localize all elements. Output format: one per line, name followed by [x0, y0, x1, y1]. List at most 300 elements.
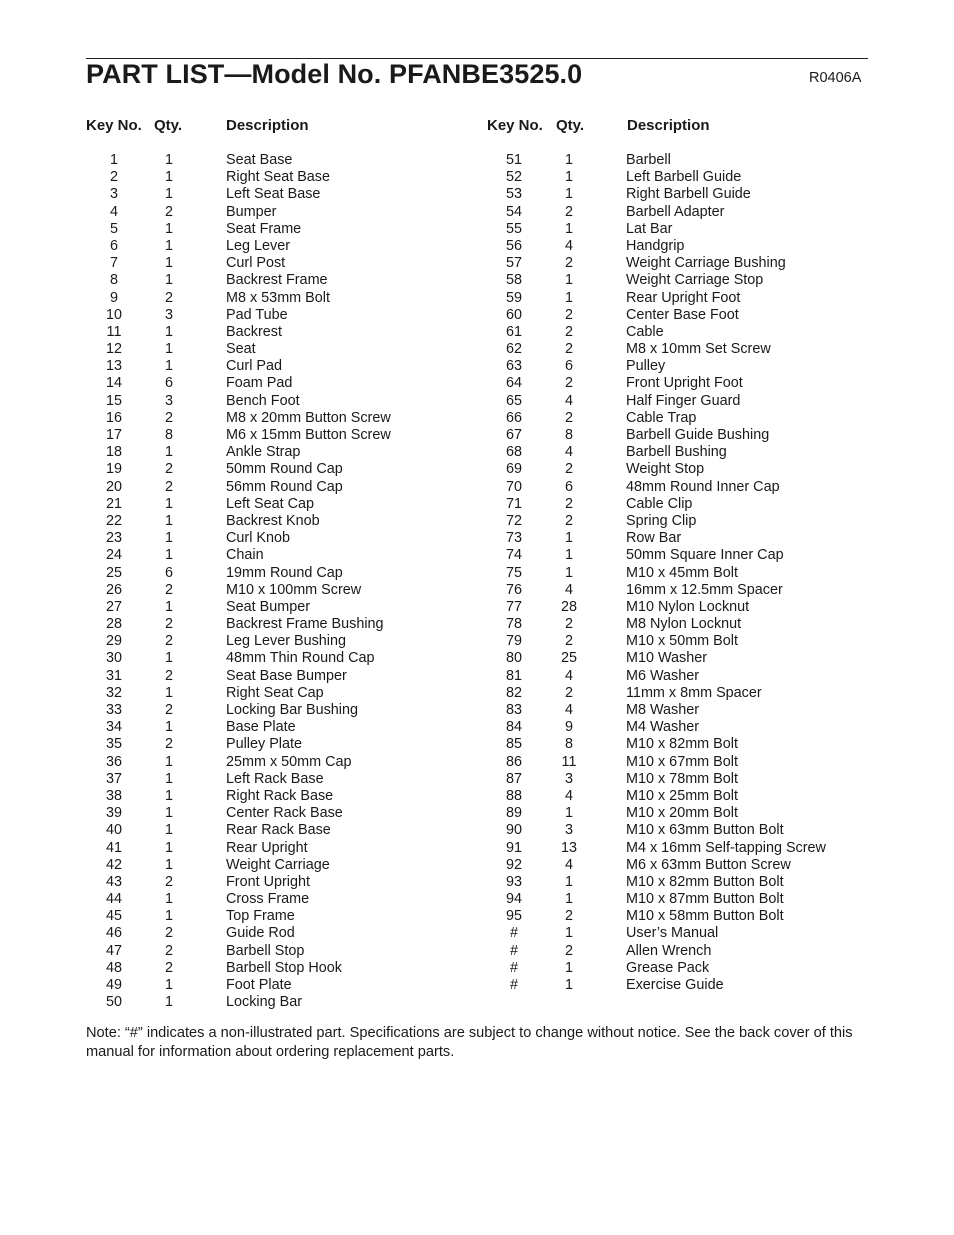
- part-description: Center Rack Base: [226, 805, 343, 822]
- part-quantity: 6: [564, 358, 573, 375]
- part-quantity: 2: [564, 908, 573, 925]
- part-key-number: 21: [105, 495, 122, 512]
- part-key-number: 4: [109, 203, 118, 220]
- part-key-number: 12: [105, 341, 122, 358]
- part-row: [94, 771, 474, 788]
- part-quantity: 2: [164, 942, 173, 959]
- part-key-number: 94: [505, 891, 522, 908]
- part-quantity: 1: [164, 255, 173, 272]
- part-description: 48mm Thin Round Cap: [226, 650, 375, 667]
- part-description: Barbell: [626, 152, 671, 168]
- part-description: Top Frame: [226, 908, 295, 925]
- part-key-number: 81: [505, 667, 522, 684]
- part-row: [94, 599, 474, 616]
- part-key-number: 42: [105, 856, 122, 873]
- part-quantity: 1: [164, 186, 173, 203]
- part-quantity: 8: [564, 427, 573, 443]
- part-quantity: 2: [564, 255, 573, 272]
- part-key-number: 61: [505, 323, 522, 340]
- part-description: Seat Base Bumper: [226, 667, 347, 684]
- part-key-number: 47: [105, 942, 122, 959]
- part-quantity: 1: [564, 169, 573, 186]
- part-row: [494, 152, 874, 169]
- part-quantity: 2: [164, 289, 173, 306]
- part-key-number: 45: [105, 908, 122, 925]
- part-row: [94, 788, 474, 805]
- part-description: 56mm Round Cap: [226, 478, 343, 495]
- part-description: Curl Knob: [226, 530, 290, 547]
- part-quantity: 2: [564, 616, 573, 633]
- part-quantity: 3: [164, 306, 173, 323]
- part-key-number: 24: [105, 547, 122, 564]
- part-key-number: 87: [505, 770, 522, 787]
- part-key-number: 43: [105, 873, 122, 890]
- part-row: [94, 290, 474, 307]
- part-row: [494, 238, 874, 255]
- part-quantity: 1: [564, 220, 573, 237]
- part-quantity: 25: [560, 650, 577, 667]
- part-row: [94, 565, 474, 582]
- part-row: [94, 186, 474, 203]
- part-key-number: 57: [505, 255, 522, 272]
- part-description: Backrest: [226, 323, 282, 340]
- part-row: [94, 736, 474, 753]
- part-quantity: 1: [564, 805, 573, 822]
- part-description: Barbell Stop Hook: [226, 959, 342, 976]
- part-row: [494, 633, 874, 650]
- part-quantity: 2: [164, 736, 173, 753]
- part-row: [494, 307, 874, 324]
- part-row: [494, 496, 874, 513]
- part-description: M4 x 16mm Self-tapping Screw: [626, 839, 826, 856]
- part-quantity: 1: [564, 873, 573, 890]
- part-quantity: 1: [164, 547, 173, 564]
- part-description: Lat Bar: [626, 220, 673, 237]
- part-row: [94, 616, 474, 633]
- part-row: [94, 169, 474, 186]
- part-quantity: 1: [564, 272, 573, 289]
- part-description: M8 x 10mm Set Screw: [626, 341, 771, 358]
- part-key-number: 65: [505, 392, 522, 409]
- part-quantity: 28: [560, 598, 577, 615]
- part-key-number: 64: [505, 375, 522, 392]
- part-key-number: 70: [505, 478, 522, 495]
- part-quantity: 1: [164, 512, 173, 529]
- part-description: Barbell Adapter: [626, 203, 725, 220]
- part-quantity: 1: [564, 925, 573, 942]
- part-row: [494, 754, 874, 771]
- part-key-number: 33: [105, 702, 122, 718]
- part-key-number: #: [509, 925, 518, 942]
- part-row: [94, 925, 474, 942]
- part-key-number: 52: [505, 169, 522, 186]
- part-row: [494, 805, 874, 822]
- part-quantity: 2: [164, 203, 173, 220]
- key-column-header-left: Key No.: [86, 117, 142, 134]
- part-description: 11mm x 8mm Spacer: [626, 684, 762, 701]
- part-description: Spring Clip: [626, 512, 697, 529]
- part-description: M10 x 82mm Bolt: [626, 736, 738, 753]
- part-quantity: 3: [564, 822, 573, 839]
- part-description: 48mm Round Inner Cap: [626, 478, 780, 495]
- part-key-number: 77: [505, 598, 522, 615]
- part-quantity: 1: [164, 805, 173, 822]
- part-key-number: 35: [105, 736, 122, 753]
- part-key-number: 32: [105, 684, 122, 701]
- part-quantity: 2: [564, 375, 573, 392]
- part-quantity: 1: [164, 444, 173, 461]
- part-row: [94, 530, 474, 547]
- part-row: [494, 221, 874, 238]
- part-description: Seat: [226, 341, 256, 358]
- part-description: User’s Manual: [626, 925, 719, 942]
- part-key-number: 73: [505, 530, 522, 547]
- part-quantity: 11: [561, 753, 577, 770]
- parts-list-left: [94, 152, 474, 1011]
- part-row: [494, 358, 874, 375]
- part-row: [94, 324, 474, 341]
- part-key-number: 27: [105, 598, 122, 615]
- part-row: [494, 341, 874, 358]
- part-description: Guide Rod: [226, 925, 295, 942]
- part-quantity: 4: [564, 444, 573, 461]
- part-row: [494, 599, 874, 616]
- part-description: M8 Nylon Locknut: [626, 616, 742, 633]
- part-row: [94, 375, 474, 392]
- part-key-number: 49: [105, 977, 122, 993]
- part-quantity: 2: [564, 323, 573, 340]
- part-row: [494, 186, 874, 203]
- part-description: M6 Washer: [626, 667, 700, 684]
- part-key-number: 15: [105, 392, 122, 409]
- part-description: 19mm Round Cap: [226, 564, 343, 581]
- part-description: Rear Upright Foot: [626, 289, 741, 306]
- part-key-number: 20: [105, 478, 122, 495]
- part-row: [94, 822, 474, 839]
- part-description: Half Finger Guard: [626, 392, 741, 409]
- part-row: [94, 496, 474, 513]
- part-key-number: 71: [505, 495, 522, 512]
- part-quantity: 2: [564, 461, 573, 478]
- part-key-number: 1: [109, 152, 118, 168]
- qty-column-header-left: Qty.: [154, 117, 183, 134]
- part-key-number: 93: [505, 873, 522, 890]
- part-row: [494, 857, 874, 874]
- part-description: M10 x 63mm Button Bolt: [626, 822, 784, 839]
- part-description: Base Plate: [226, 719, 296, 736]
- key-column-header-right: Key No.: [487, 117, 543, 134]
- part-row: [94, 272, 474, 289]
- part-quantity: 2: [164, 633, 173, 650]
- part-row: [94, 393, 474, 410]
- part-quantity: 1: [164, 908, 173, 925]
- part-description: Curl Pad: [226, 358, 282, 375]
- part-row: [94, 547, 474, 564]
- part-description: M10 Nylon Locknut: [626, 598, 750, 615]
- part-row: [94, 754, 474, 771]
- part-row: [94, 891, 474, 908]
- part-key-number: 40: [105, 822, 122, 839]
- part-row: [94, 994, 474, 1011]
- part-description: Weight Stop: [626, 461, 705, 478]
- part-description: M10 Washer: [626, 650, 708, 667]
- part-row: [494, 719, 874, 736]
- part-quantity: 4: [564, 581, 573, 598]
- part-row: [94, 427, 474, 444]
- part-quantity: 2: [164, 581, 173, 598]
- part-description: Cable Clip: [626, 495, 693, 512]
- part-key-number: 53: [505, 186, 522, 203]
- part-row: [494, 874, 874, 891]
- part-row: [494, 771, 874, 788]
- part-key-number: 25: [105, 564, 122, 581]
- part-key-number: 46: [105, 925, 122, 942]
- part-row: [494, 255, 874, 272]
- part-quantity: 4: [564, 237, 573, 254]
- part-row: [94, 479, 474, 496]
- part-quantity: 1: [164, 753, 173, 770]
- part-quantity: 1: [164, 152, 173, 168]
- part-quantity: 6: [564, 478, 573, 495]
- part-description: Backrest Knob: [226, 512, 320, 529]
- part-quantity: 1: [564, 891, 573, 908]
- part-description: Pulley: [626, 358, 666, 375]
- description-column-header-left: Description: [226, 117, 309, 134]
- part-key-number: 37: [105, 770, 122, 787]
- part-row: [94, 513, 474, 530]
- part-row: [94, 152, 474, 169]
- part-description: M10 x 78mm Bolt: [626, 770, 738, 787]
- part-key-number: 91: [505, 839, 522, 856]
- part-row: [494, 565, 874, 582]
- part-key-number: 26: [105, 581, 122, 598]
- part-key-number: 23: [105, 530, 122, 547]
- part-row: [94, 668, 474, 685]
- part-description: Handgrip: [626, 237, 685, 254]
- part-quantity: 1: [564, 959, 573, 976]
- part-key-number: 2: [109, 169, 118, 186]
- part-description: 50mm Square Inner Cap: [626, 547, 784, 564]
- part-key-number: 95: [505, 908, 522, 925]
- part-key-number: 62: [505, 341, 522, 358]
- part-description: Center Base Foot: [626, 306, 739, 323]
- part-description: Right Seat Cap: [226, 684, 324, 701]
- part-quantity: 2: [164, 478, 173, 495]
- part-row: [494, 547, 874, 564]
- part-quantity: 6: [164, 564, 173, 581]
- part-description: Row Bar: [626, 530, 682, 547]
- part-quantity: 1: [164, 856, 173, 873]
- part-quantity: 1: [164, 358, 173, 375]
- part-description: Rear Rack Base: [226, 822, 331, 839]
- part-row: [494, 479, 874, 496]
- part-row: [94, 358, 474, 375]
- part-description: Allen Wrench: [626, 942, 712, 959]
- part-row: [94, 805, 474, 822]
- part-key-number: 92: [505, 856, 522, 873]
- part-key-number: 5: [109, 220, 118, 237]
- part-description: M10 x 100mm Screw: [226, 581, 362, 598]
- part-quantity: 2: [164, 873, 173, 890]
- part-quantity: 1: [164, 787, 173, 804]
- part-key-number: 89: [505, 805, 522, 822]
- part-description: Barbell Bushing: [626, 444, 727, 461]
- part-row: [494, 444, 874, 461]
- part-key-number: 19: [105, 461, 122, 478]
- part-description: Weight Carriage Bushing: [626, 255, 786, 272]
- part-description: Foam Pad: [226, 375, 293, 392]
- part-description: M10 x 87mm Button Bolt: [626, 891, 784, 908]
- part-key-number: #: [509, 977, 518, 993]
- part-quantity: 2: [564, 684, 573, 701]
- part-row: [94, 702, 474, 719]
- part-quantity: 1: [164, 341, 173, 358]
- part-row: [94, 238, 474, 255]
- part-key-number: 39: [105, 805, 122, 822]
- part-quantity: 1: [164, 530, 173, 547]
- part-description: Leg Lever: [226, 237, 291, 254]
- part-row: [494, 685, 874, 702]
- part-description: Cross Frame: [226, 891, 310, 908]
- part-key-number: 38: [105, 787, 122, 804]
- part-quantity: 2: [564, 341, 573, 358]
- part-quantity: 2: [564, 203, 573, 220]
- part-description: Backrest Frame Bushing: [226, 616, 384, 633]
- part-description: Locking Bar Bushing: [226, 702, 358, 718]
- part-quantity: 1: [164, 220, 173, 237]
- part-row: [94, 977, 474, 994]
- part-key-number: 34: [105, 719, 122, 736]
- part-description: Backrest Frame: [226, 272, 328, 289]
- part-quantity: 3: [164, 392, 173, 409]
- part-key-number: 69: [505, 461, 522, 478]
- part-key-number: 66: [505, 409, 522, 426]
- part-row: [494, 822, 874, 839]
- part-key-number: 74: [505, 547, 522, 564]
- part-quantity: 2: [564, 306, 573, 323]
- part-description: Curl Post: [226, 255, 286, 272]
- part-quantity: 1: [164, 822, 173, 839]
- part-quantity: 1: [164, 719, 173, 736]
- part-description: M6 x 63mm Button Screw: [626, 856, 791, 873]
- part-key-number: 68: [505, 444, 522, 461]
- part-row: [494, 427, 874, 444]
- part-description: Left Seat Cap: [226, 495, 315, 512]
- part-quantity: 6: [164, 375, 173, 392]
- part-description: Seat Base: [226, 152, 293, 168]
- part-quantity: 2: [564, 633, 573, 650]
- part-row: [94, 461, 474, 478]
- part-description: M10 x 25mm Bolt: [626, 787, 738, 804]
- part-quantity: 2: [164, 461, 173, 478]
- part-quantity: 1: [164, 272, 173, 289]
- part-row: [494, 375, 874, 392]
- part-description: M6 x 15mm Button Screw: [226, 427, 391, 443]
- part-row: [94, 650, 474, 667]
- part-key-number: 30: [105, 650, 122, 667]
- part-quantity: 9: [564, 719, 573, 736]
- part-description: Cable: [626, 323, 664, 340]
- part-quantity: 1: [164, 237, 173, 254]
- part-description: M10 x 20mm Bolt: [626, 805, 738, 822]
- part-row: [494, 410, 874, 427]
- part-key-number: 60: [505, 306, 522, 323]
- part-description: Chain: [226, 547, 264, 564]
- part-row: [494, 461, 874, 478]
- part-key-number: 13: [105, 358, 122, 375]
- part-description: Pad Tube: [226, 306, 288, 323]
- part-description: 50mm Round Cap: [226, 461, 343, 478]
- part-key-number: 85: [505, 736, 522, 753]
- part-quantity: 1: [564, 547, 573, 564]
- part-row: [94, 633, 474, 650]
- part-quantity: 2: [564, 409, 573, 426]
- part-key-number: 11: [106, 323, 122, 340]
- part-quantity: 1: [164, 598, 173, 615]
- part-key-number: 48: [105, 959, 122, 976]
- part-row: [494, 943, 874, 960]
- part-row: [494, 788, 874, 805]
- part-key-number: 82: [505, 684, 522, 701]
- part-key-number: 88: [505, 787, 522, 804]
- part-row: [94, 341, 474, 358]
- part-key-number: 36: [105, 753, 122, 770]
- part-key-number: #: [509, 942, 518, 959]
- part-row: [94, 410, 474, 427]
- part-description: 16mm x 12.5mm Spacer: [626, 581, 783, 598]
- part-key-number: 86: [505, 753, 522, 770]
- part-row: [94, 719, 474, 736]
- part-key-number: 84: [505, 719, 522, 736]
- part-description: Right Barbell Guide: [626, 186, 751, 203]
- part-row: [494, 891, 874, 908]
- part-key-number: 17: [105, 427, 122, 443]
- part-row: [494, 840, 874, 857]
- part-description: Pulley Plate: [226, 736, 302, 753]
- part-key-number: 14: [105, 375, 122, 392]
- part-quantity: 1: [164, 169, 173, 186]
- part-description: 25mm x 50mm Cap: [226, 753, 352, 770]
- part-row: [494, 668, 874, 685]
- part-quantity: 2: [564, 495, 573, 512]
- part-description: Weight Carriage: [226, 856, 330, 873]
- part-key-number: 31: [105, 667, 122, 684]
- part-description: Grease Pack: [626, 959, 710, 976]
- part-description: Front Upright: [226, 873, 310, 890]
- part-key-number: 67: [505, 427, 522, 443]
- part-quantity: 4: [564, 787, 573, 804]
- part-key-number: 59: [505, 289, 522, 306]
- part-quantity: 1: [564, 530, 573, 547]
- part-quantity: 1: [164, 994, 173, 1011]
- part-quantity: 2: [164, 616, 173, 633]
- part-description: M4 Washer: [626, 719, 700, 736]
- part-quantity: 2: [164, 667, 173, 684]
- part-description: Seat Bumper: [226, 598, 310, 615]
- part-row: [494, 272, 874, 289]
- part-quantity: 1: [564, 289, 573, 306]
- part-row: [94, 582, 474, 599]
- part-description: Exercise Guide: [626, 977, 724, 993]
- part-quantity: 1: [164, 323, 173, 340]
- part-quantity: 2: [164, 409, 173, 426]
- part-key-number: 29: [105, 633, 122, 650]
- part-quantity: 1: [164, 650, 173, 667]
- part-quantity: 1: [164, 495, 173, 512]
- document-code: R0406A: [809, 70, 862, 86]
- part-quantity: 2: [164, 925, 173, 942]
- part-row: [94, 960, 474, 977]
